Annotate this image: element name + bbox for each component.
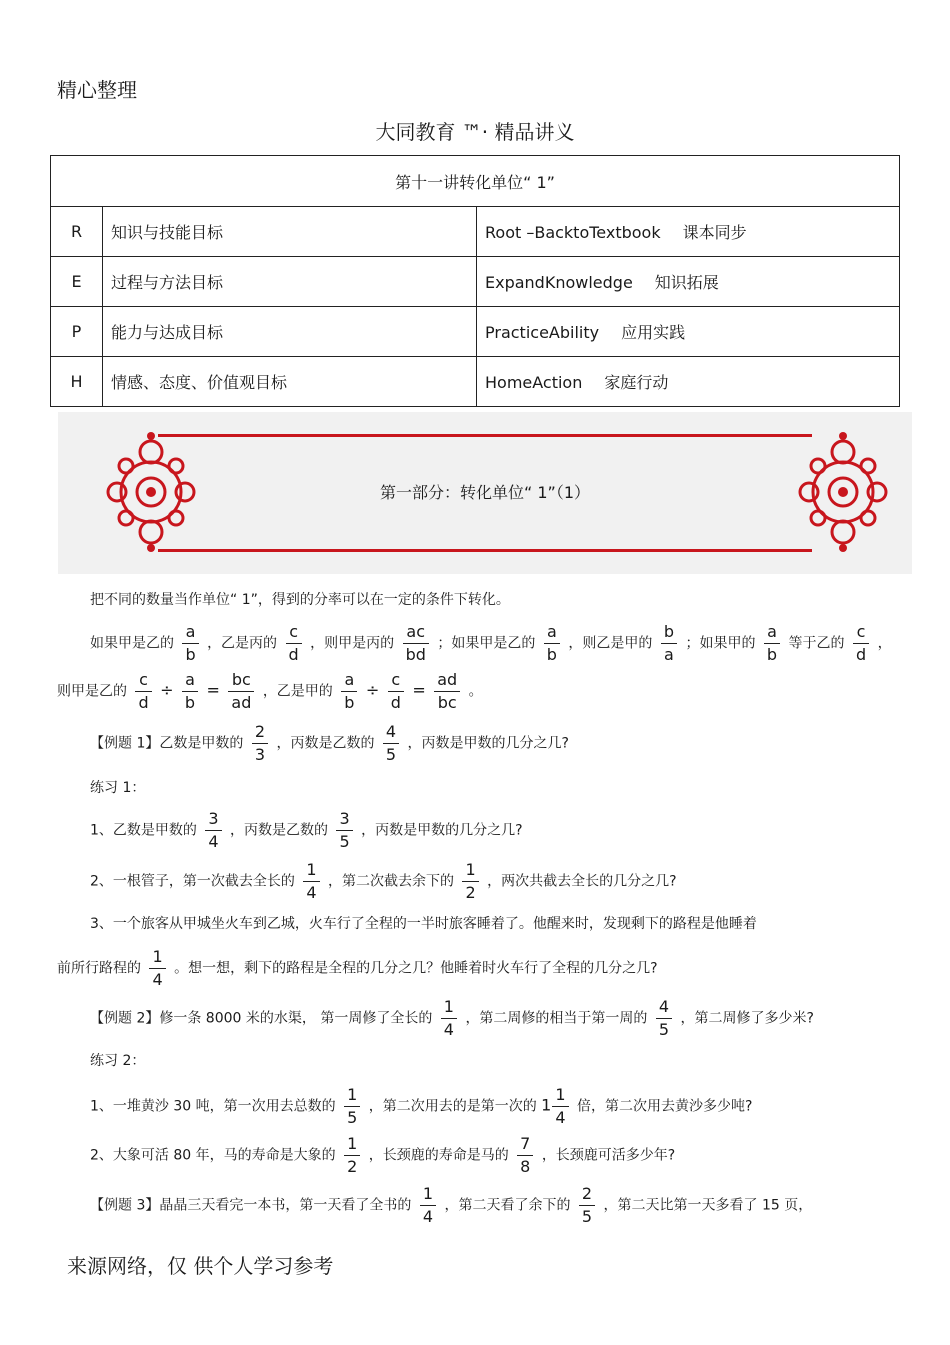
rule-line-1 xyxy=(90,621,892,666)
denominator: 2 xyxy=(465,883,476,902)
numerator: 1 xyxy=(462,859,478,882)
intro-text: 把不同的数量当作单位“ 1”，得到的分率可以在一定的条件下转化。 xyxy=(90,592,510,608)
denominator: 8 xyxy=(520,1157,531,1176)
numerator: 3 xyxy=(336,808,352,831)
fraction xyxy=(344,1133,360,1178)
text: 2、一根管子，第一次截去全长的 xyxy=(90,873,295,890)
text: ，丙数是甲数的几分之几? xyxy=(407,735,569,752)
denominator: d xyxy=(288,645,299,664)
row-goal: 情感、态度、价值观目标 xyxy=(103,357,477,407)
numerator: a xyxy=(544,621,560,644)
fraction xyxy=(579,1183,595,1228)
numerator: c xyxy=(135,669,151,692)
practice-1-heading: 练习 1： xyxy=(90,780,146,796)
row-module xyxy=(477,357,900,407)
example-2 xyxy=(90,996,814,1041)
denominator: 4 xyxy=(555,1108,566,1127)
text: 则甲是乙的 xyxy=(57,683,127,700)
practice-1-q3-line2 xyxy=(57,946,658,991)
module-en: ExpandKnowledge xyxy=(485,273,633,292)
row-letter: P xyxy=(51,307,103,357)
table-row xyxy=(51,307,900,357)
text: ，则甲是丙的 xyxy=(310,635,395,652)
equals-sign: = xyxy=(412,680,426,700)
fraction xyxy=(517,1133,533,1178)
text: ，乙是甲的 xyxy=(262,683,333,700)
denominator: 4 xyxy=(208,832,219,851)
table-row xyxy=(51,357,900,407)
denominator: 4 xyxy=(422,1207,433,1226)
denominator: a xyxy=(664,645,674,664)
fraction xyxy=(149,946,165,991)
denominator: 4 xyxy=(152,970,163,989)
denominator: b xyxy=(185,645,196,664)
numerator: 1 xyxy=(303,859,319,882)
practice-2-q2 xyxy=(90,1133,675,1178)
section-banner xyxy=(58,412,912,574)
text: ，长颈鹿可活多少年? xyxy=(541,1147,676,1164)
text: ，丙数是乙数的 xyxy=(276,735,375,752)
row-goal: 过程与方法目标 xyxy=(103,257,477,307)
numerator: a xyxy=(182,621,198,644)
text: 【例题 2】修一条 8000 米的水渠， 第一周修了全长的 xyxy=(90,1010,433,1027)
numerator: ad xyxy=(434,669,460,692)
denominator: 5 xyxy=(581,1207,593,1226)
mixed-number-whole: 1 xyxy=(541,1095,552,1115)
practice-2-heading: 练习 2： xyxy=(90,1053,146,1069)
text: ，第二次用去的是第一次的 xyxy=(368,1098,537,1115)
fraction xyxy=(303,859,319,904)
equals-sign: = xyxy=(206,680,220,700)
module-cn: 课本同步 xyxy=(682,223,747,242)
fraction xyxy=(441,996,457,1041)
module-en: PracticeAbility xyxy=(485,323,600,342)
numerator: 2 xyxy=(579,1183,595,1206)
table-row xyxy=(51,207,900,257)
denominator: d xyxy=(855,645,867,664)
denominator: bc xyxy=(437,693,457,712)
numerator: 4 xyxy=(383,721,399,744)
text: ，长颈鹿的寿命是马的 xyxy=(368,1147,509,1164)
text: ，两次共截去全长的几分之几? xyxy=(487,873,677,890)
text: 。想一想，剩下的路程是全程的几分之几？他睡着时火车行了全程的几分之几? xyxy=(174,960,658,977)
text: 如果甲是乙的 xyxy=(90,635,174,652)
footer-note: 来源网络，仅 供个人学习参考 xyxy=(67,1254,334,1278)
text: ；如果甲是乙的 xyxy=(437,635,536,652)
numerator: 7 xyxy=(517,1133,533,1156)
numerator: a xyxy=(341,669,357,692)
objectives-table xyxy=(50,155,900,407)
text: 。 xyxy=(468,683,483,700)
table-title: 第十一讲转化单位“ 1” xyxy=(51,156,900,207)
banner-bottom-rule xyxy=(158,549,812,552)
text: 前所行路程的 xyxy=(57,960,141,977)
fraction xyxy=(434,669,460,714)
text: 【例题 1】乙数是甲数的 xyxy=(90,735,244,752)
numerator: 1 xyxy=(344,1133,360,1156)
denominator: d xyxy=(138,693,149,712)
denominator: 5 xyxy=(385,745,397,764)
row-goal: 知识与技能目标 xyxy=(103,207,477,257)
numerator: a xyxy=(182,669,198,692)
text: 1、一堆黄沙 30 吨，第一次用去总数的 xyxy=(90,1098,336,1115)
table-row xyxy=(51,257,900,307)
fraction xyxy=(205,808,221,853)
fraction xyxy=(182,621,198,666)
denominator: b xyxy=(344,693,355,712)
denominator: 4 xyxy=(306,883,317,902)
text: 倍，第二次用去黄沙多少吨? xyxy=(577,1098,753,1115)
text: ，乙是丙的 xyxy=(207,635,278,652)
numerator: a xyxy=(764,621,780,644)
denominator: 3 xyxy=(254,745,265,764)
fraction xyxy=(544,621,560,666)
denominator: b xyxy=(766,645,778,664)
numerator: bc xyxy=(228,669,254,692)
numerator: 4 xyxy=(656,996,672,1019)
right-ornament-icon xyxy=(796,430,890,554)
row-goal: 能力与达成目标 xyxy=(103,307,477,357)
numerator: 1 xyxy=(149,946,165,969)
denominator: 2 xyxy=(347,1157,358,1176)
lecture-title: 大同教育 ™· 精品讲义 xyxy=(375,120,575,144)
example-3 xyxy=(90,1183,812,1228)
numerator: c xyxy=(388,669,404,692)
numerator: 1 xyxy=(344,1084,360,1107)
fraction xyxy=(853,621,869,666)
row-module xyxy=(477,307,900,357)
denominator: ad xyxy=(231,693,252,712)
fraction xyxy=(661,621,677,666)
text: ；如果甲的 xyxy=(685,635,756,652)
denominator: b xyxy=(184,693,196,712)
text: ，第二次截去余下的 xyxy=(328,873,455,890)
fraction xyxy=(286,621,302,666)
text: 1、乙数是甲数的 xyxy=(90,822,197,839)
text: ，丙数是乙数的 xyxy=(230,822,329,839)
module-cn: 知识拓展 xyxy=(654,273,719,292)
numerator: 1 xyxy=(441,996,457,1019)
fraction xyxy=(383,721,399,766)
numerator: 2 xyxy=(252,721,268,744)
text: ，丙数是甲数的几分之几? xyxy=(361,822,523,839)
module-cn: 应用实践 xyxy=(621,323,686,342)
row-module xyxy=(477,257,900,307)
fraction xyxy=(252,721,268,766)
text: ，则乙是甲的 xyxy=(568,635,653,652)
practice-1-q1 xyxy=(90,808,523,853)
text: 等于乙的 xyxy=(788,635,845,652)
fraction xyxy=(182,669,198,714)
numerator: c xyxy=(286,621,302,644)
text: ，第二天比第一天多看了 15 页， xyxy=(603,1197,813,1214)
numerator: ac xyxy=(403,621,429,644)
example-1 xyxy=(90,721,569,766)
fraction xyxy=(228,669,254,714)
section-title: 第一部分：转化单位“ 1”（1） xyxy=(379,483,591,502)
denominator: 5 xyxy=(658,1020,670,1039)
rule-line-2 xyxy=(57,669,483,714)
denominator: b xyxy=(546,645,557,664)
fraction xyxy=(388,669,404,714)
practice-1-q3-line1: 3、一个旅客从甲城坐火车到乙城，火车行了全程的一半时旅客睡着了。他醒来时，发现剩下的路程是他睡着 xyxy=(90,916,757,932)
divide-sign: ÷ xyxy=(365,680,380,700)
text: ，第二周修的相当于第一周的 xyxy=(465,1010,648,1027)
fraction xyxy=(336,808,352,853)
practice-1-q2 xyxy=(90,859,677,904)
text: ，第二周修了多少米? xyxy=(680,1010,814,1027)
numerator: 1 xyxy=(552,1084,568,1107)
row-letter: R xyxy=(51,207,103,257)
fraction xyxy=(552,1084,568,1129)
numerator: 3 xyxy=(205,808,221,831)
denominator: bd xyxy=(405,645,426,664)
fraction xyxy=(656,996,672,1041)
text: ， xyxy=(877,635,892,652)
module-en: HomeAction xyxy=(485,373,583,392)
fraction xyxy=(135,669,151,714)
fraction xyxy=(764,621,780,666)
denominator: 4 xyxy=(443,1020,454,1039)
practice-2-q1 xyxy=(90,1084,752,1129)
banner-top-rule xyxy=(158,434,812,437)
numerator: c xyxy=(853,621,869,644)
header-top-label: 精心整理 xyxy=(57,78,137,102)
fraction xyxy=(344,1084,360,1129)
fraction xyxy=(403,621,429,666)
module-cn: 家庭行动 xyxy=(604,373,669,392)
text: 【例题 3】晶晶三天看完一本书，第一天看了全书的 xyxy=(90,1197,412,1214)
fraction xyxy=(341,669,357,714)
fraction xyxy=(462,859,478,904)
numerator: 1 xyxy=(420,1183,436,1206)
row-letter: H xyxy=(51,357,103,407)
numerator: b xyxy=(661,621,677,644)
denominator: 5 xyxy=(347,1108,358,1127)
text: ，第二天看了余下的 xyxy=(444,1197,571,1214)
divide-sign: ÷ xyxy=(160,680,174,700)
fraction xyxy=(420,1183,436,1228)
row-letter: E xyxy=(51,257,103,307)
text: 2、大象可活 80 年，马的寿命是大象的 xyxy=(90,1147,336,1164)
module-en: Root –BacktoTextbook xyxy=(485,223,661,242)
denominator: 5 xyxy=(339,832,350,851)
row-module xyxy=(477,207,900,257)
denominator: d xyxy=(390,693,401,712)
